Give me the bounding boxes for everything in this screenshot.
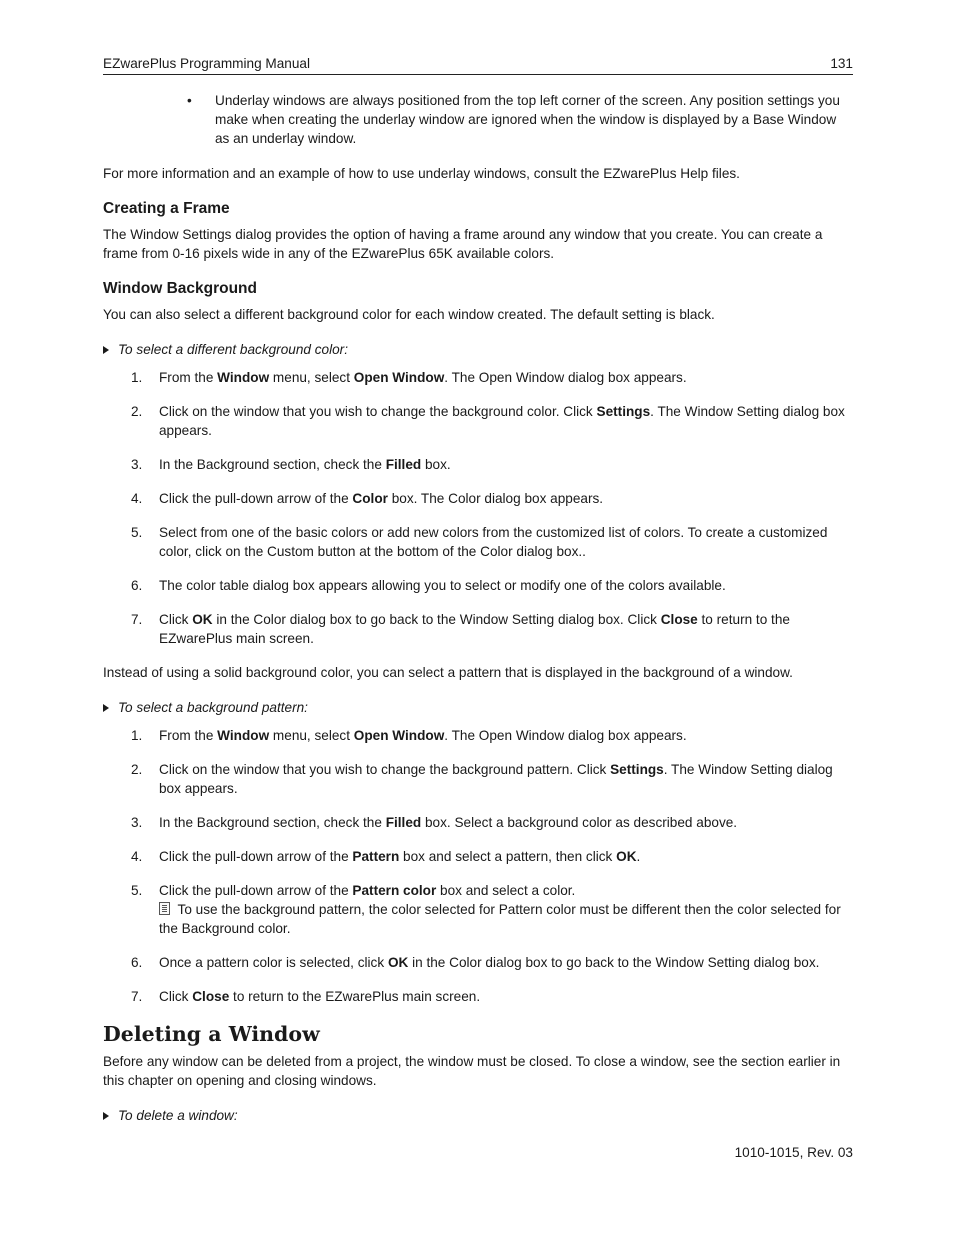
creating-frame-heading: Creating a Frame xyxy=(103,200,230,217)
step-number: 3. xyxy=(131,457,143,472)
list-item xyxy=(103,402,853,440)
text-run: Click on the window that you wish to change the background pattern. Click xyxy=(159,762,611,777)
header-title: EZwarePlus Programming Manual xyxy=(103,56,311,71)
list-item xyxy=(103,953,853,972)
step-number: 4. xyxy=(131,491,143,506)
step-text xyxy=(159,762,833,796)
step-text xyxy=(159,989,480,1004)
step-text xyxy=(159,955,819,970)
emphasis-term: Color xyxy=(352,491,388,506)
text-run: Click xyxy=(159,989,193,1004)
emphasis-term: Pattern xyxy=(352,849,400,864)
step-number: 7. xyxy=(131,989,143,1004)
emphasis-term: OK xyxy=(616,849,637,864)
text-run: menu, select xyxy=(269,728,354,743)
emphasis-term: Open Window xyxy=(353,370,445,385)
note-icon xyxy=(159,902,170,915)
page-header xyxy=(103,56,853,75)
list-item xyxy=(103,610,853,648)
steps-color-list xyxy=(103,368,853,648)
text-run: Click on the window that you wish to change the background color. Click xyxy=(159,404,597,419)
step-number: 6. xyxy=(131,578,143,593)
text-run: Click the pull-down arrow of the xyxy=(159,849,353,864)
text-run: To use the background pattern, the color selected for Pattern color must be different then the color selected for the Background color. xyxy=(159,902,841,936)
footer-doc-id: 1010-1015, Rev. 03 xyxy=(734,1145,853,1160)
step-text xyxy=(159,815,737,830)
emphasis-term: Close xyxy=(660,612,698,627)
triangle-right-icon xyxy=(103,704,109,712)
emphasis-term: Close xyxy=(192,989,230,1004)
list-item xyxy=(103,523,853,561)
step-text xyxy=(159,525,827,559)
procedure-color-label: To select a different background color: xyxy=(118,342,348,357)
deleting-window-text: Before any window can be deleted from a project, the window must be closed. To close a window, see the section earlier in this chapter on opening and closing windows. xyxy=(103,1054,841,1088)
step-number: 6. xyxy=(131,955,143,970)
text-run: menu, select xyxy=(269,370,354,385)
list-item xyxy=(103,455,853,474)
emphasis-term: Window xyxy=(217,370,270,385)
text-run: . The Open Window dialog box appears. xyxy=(444,370,687,385)
step-number: 3. xyxy=(131,815,143,830)
step-text xyxy=(159,404,845,438)
procedure-color xyxy=(103,340,853,359)
procedure-pattern xyxy=(103,698,853,717)
text-run: Click the pull-down arrow of the xyxy=(159,883,353,898)
triangle-right-icon xyxy=(103,1112,109,1120)
step-number: 1. xyxy=(131,728,143,743)
step-text xyxy=(159,883,841,936)
pattern-intro-text: Instead of using a solid background color, you can select a pattern that is displayed in the background of a window. xyxy=(103,665,793,680)
creating-frame-text: The Window Settings dialog provides the option of having a frame around any window that you create. You can create a frame from 0-16 pixels wide in any of the EZwarePlus 65K available colors. xyxy=(103,227,823,261)
window-background-heading: Window Background xyxy=(103,280,257,297)
window-background-text: You can also select a different background color for each window created. The default setting is black. xyxy=(103,307,715,322)
text-run: Click the pull-down arrow of the xyxy=(159,491,353,506)
emphasis-term: Filled xyxy=(385,457,422,472)
procedure-delete xyxy=(103,1106,853,1125)
list-item xyxy=(103,726,853,745)
text-run: Select from one of the basic colors or add new colors from the customized list of colors. To create a customized color, click on the Custom button at the bottom of the Color dialog box.. xyxy=(159,525,828,559)
text-run: In the Background section, check the xyxy=(159,815,386,830)
list-item xyxy=(103,987,853,1006)
step-text xyxy=(159,491,603,506)
triangle-right-icon xyxy=(103,346,109,354)
text-run: . The Window Setting dialog box appears. xyxy=(159,762,833,796)
page-body xyxy=(103,91,853,1134)
step-number: 5. xyxy=(131,525,143,540)
more-info-text: For more information and an example of how to use underlay windows, consult the EZwarePlus Help files. xyxy=(103,166,740,181)
step-number: 4. xyxy=(131,849,143,864)
step-text xyxy=(159,728,687,743)
text-run: Once a pattern color is selected, click xyxy=(159,955,388,970)
text-run: box. Select a background color as described above. xyxy=(421,815,738,830)
list-item xyxy=(103,576,853,595)
list-item xyxy=(103,847,853,866)
procedure-pattern-label: To select a background pattern: xyxy=(118,700,308,715)
step-number: 5. xyxy=(131,883,143,898)
bullet-icon: • xyxy=(187,93,192,108)
text-run: In the Background section, check the xyxy=(159,457,386,472)
list-item xyxy=(103,368,853,387)
list-item xyxy=(103,813,853,832)
steps-pattern-list xyxy=(103,726,853,1006)
list-item xyxy=(103,760,853,798)
text-run: . The Window Setting dialog box appears. xyxy=(159,404,845,438)
step-text xyxy=(159,578,726,593)
step-text xyxy=(159,370,687,385)
step-text xyxy=(159,849,640,864)
bullet-text: Underlay windows are always positioned from the top left corner of the screen. Any position settings you make when creating the underlay window are ignored when the window is displayed by a Base Window as an underlay window. xyxy=(215,93,840,146)
step-number: 1. xyxy=(131,370,143,385)
text-run: to return to the EZwarePlus main screen. xyxy=(229,989,481,1004)
header-page-number: 131 xyxy=(830,56,853,71)
text-run: . xyxy=(636,849,641,864)
procedure-delete-label: To delete a window: xyxy=(118,1108,238,1123)
emphasis-term: Filled xyxy=(385,815,422,830)
step-number: 2. xyxy=(131,404,143,419)
step-text xyxy=(159,457,451,472)
emphasis-term: Open Window xyxy=(353,728,445,743)
emphasis-term: Pattern color xyxy=(352,883,437,898)
text-run: box and select a color. xyxy=(436,883,576,898)
list-item xyxy=(103,881,853,938)
text-run: box and select a pattern, then click xyxy=(399,849,617,864)
emphasis-term: Window xyxy=(217,728,270,743)
step-number: 2. xyxy=(131,762,143,777)
emphasis-term: Settings xyxy=(610,762,664,777)
text-run: box. xyxy=(421,457,451,472)
step-text xyxy=(159,612,790,646)
text-run: box. The Color dialog box appears. xyxy=(387,491,604,506)
text-run: From the xyxy=(159,728,218,743)
list-item xyxy=(103,489,853,508)
emphasis-term: OK xyxy=(192,612,213,627)
deleting-window-heading: Deleting a Window xyxy=(103,1022,320,1046)
text-run: The color table dialog box appears allowing you to select or modify one of the colors available. xyxy=(159,578,726,593)
text-run: From the xyxy=(159,370,218,385)
text-run: to return to the EZwarePlus main screen. xyxy=(159,612,790,646)
emphasis-term: OK xyxy=(387,955,409,970)
emphasis-term: Settings xyxy=(596,404,651,419)
text-run: in the Color dialog box to go back to the Window Setting dialog box. Click xyxy=(212,612,661,627)
bullet-item xyxy=(103,91,853,148)
text-run: in the Color dialog box to go back to the Window Setting dialog box. xyxy=(408,955,820,970)
step-number: 7. xyxy=(131,612,143,627)
text-run: . The Open Window dialog box appears. xyxy=(444,728,687,743)
text-run: Click xyxy=(159,612,193,627)
